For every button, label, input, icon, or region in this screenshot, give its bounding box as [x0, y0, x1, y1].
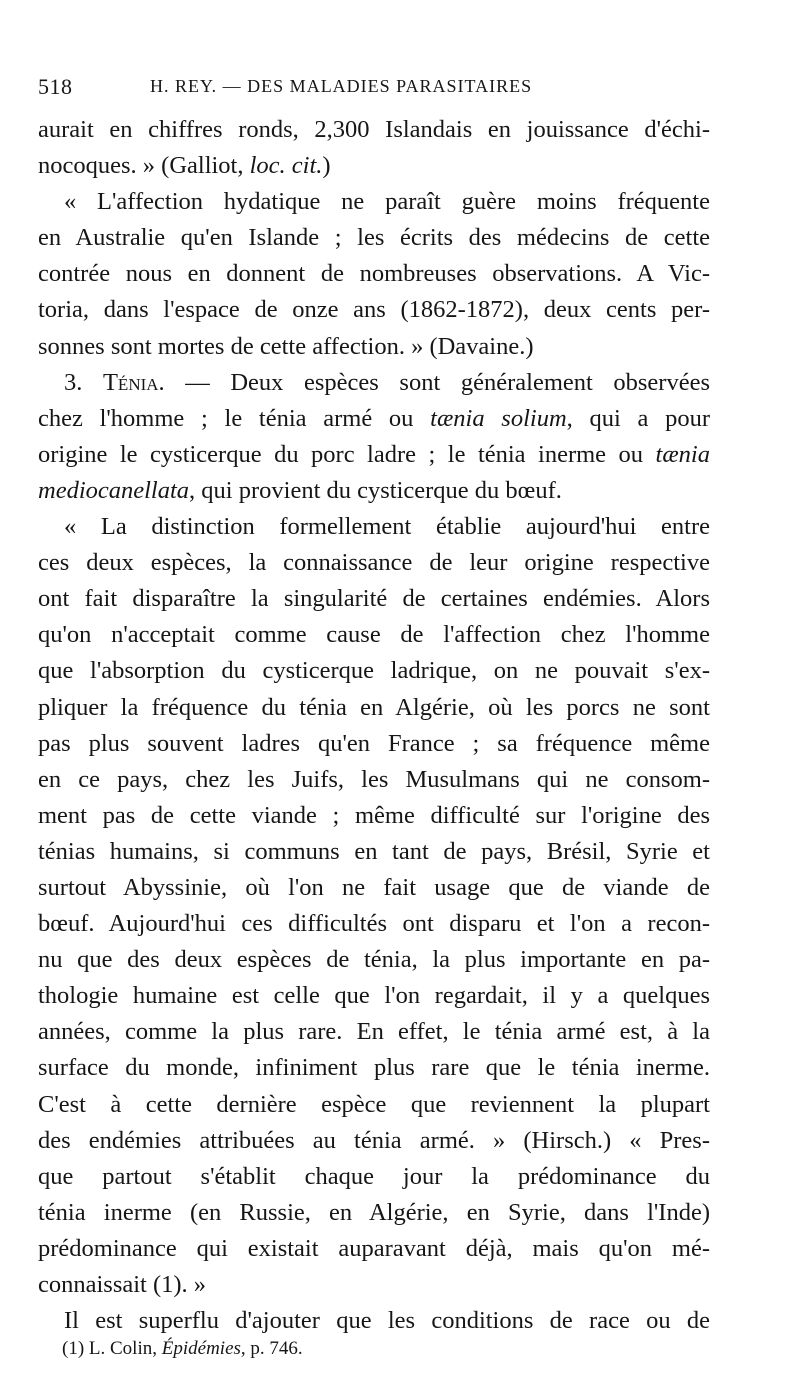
text-line: ténia inerme (en Russie, en Algérie, en Syrie, dans l'Inde): [38, 1198, 710, 1226]
text-line: des endémies attribuées au ténia armé. » (Hirsch.) « Pres-: [38, 1126, 710, 1154]
text-line: chez l'homme ; le ténia armé ou tænia solium, qui a pour: [38, 404, 711, 432]
text-line: pliquer la fréquence du ténia en Algérie, où les porcs ne sont: [38, 693, 710, 721]
text-line: que partout s'établit chaque jour la prédominance du: [38, 1162, 710, 1190]
text-line: « La distinction formellement établie aujourd'hui entre: [64, 513, 710, 541]
text-line: prédominance qui existait auparavant déjà, mais qu'on mé-: [38, 1234, 710, 1262]
text-line: années, comme la plus rare. En effet, le ténia armé est, à la: [38, 1018, 710, 1046]
text-line: ces deux espèces, la connaissance de leur origine respective: [38, 549, 710, 577]
text-line: ont fait disparaître la singularité de certaines endémies. Alors: [38, 585, 710, 613]
text-line: en Australie qu'en Islande ; les écrits des médecins de cette: [38, 224, 710, 252]
text-line: connaissait (1). »: [38, 1271, 207, 1298]
page-number: 518: [38, 74, 73, 99]
text-line: contrée nous en donnent de nombreuses observations. A Vic-: [38, 260, 710, 288]
text-line: mediocanellata, qui provient du cysticerque du bœuf.: [38, 476, 562, 504]
text-line: en ce pays, chez les Juifs, les Musulmans qui ne consom-: [38, 765, 710, 793]
text-line: « L'affection hydatique ne paraît guère moins fréquente: [64, 188, 710, 216]
text-line: qu'on n'acceptait comme cause de l'affection chez l'homme: [38, 621, 710, 649]
text-line: surface du monde, infiniment plus rare que le ténia inerme.: [38, 1054, 710, 1082]
text-line: toria, dans l'espace de onze ans (1862-1872), deux cents per-: [38, 296, 710, 324]
text-line: 3. Ténia. — Deux espèces sont généralement observées: [64, 368, 710, 396]
text-line: Il est superflu d'ajouter que les conditions de race ou de: [64, 1307, 710, 1335]
text-line: aurait en chiffres ronds, 2,300 Islandais en jouissance d'échi-: [38, 116, 710, 143]
page-header: [38, 74, 718, 106]
text-line: thologie humaine est celle que l'on regardait, il y a quelques: [38, 982, 710, 1010]
running-head: H. REY. — DES MALADIES PARASITAIRES: [150, 76, 533, 96]
text-line: bœuf. Aujourd'hui ces difficultés ont disparu et l'on a recon-: [38, 910, 710, 938]
text-line: ténias humains, si communs en tant de pays, Brésil, Syrie et: [38, 837, 710, 865]
text-line: sonnes sont mortes de cette affection. » (Davaine.): [38, 332, 534, 360]
text-line: nocoques. » (Galliot, loc. cit.): [38, 152, 331, 180]
footnote: (1) L. Colin, Épidémies, p. 746.: [62, 1338, 303, 1359]
text-line: surtout Abyssinie, où l'on ne fait usage que de viande de: [38, 873, 710, 901]
text-line: C'est à cette dernière espèce que reviennent la plupart: [38, 1090, 710, 1118]
text-line: ment pas de cette viande ; même difficulté sur l'origine des: [38, 801, 710, 829]
text-line: pas plus souvent ladres qu'en France ; sa fréquence même: [38, 729, 710, 757]
text-line: nu que des deux espèces de ténia, la plus importante en pa-: [38, 946, 710, 974]
text-line: que l'absorption du cysticerque ladrique, on ne pouvait s'ex-: [38, 657, 710, 685]
body-text: [38, 112, 710, 1339]
text-line: origine le cysticerque du porc ladre ; le ténia inerme ou tænia: [38, 440, 710, 468]
